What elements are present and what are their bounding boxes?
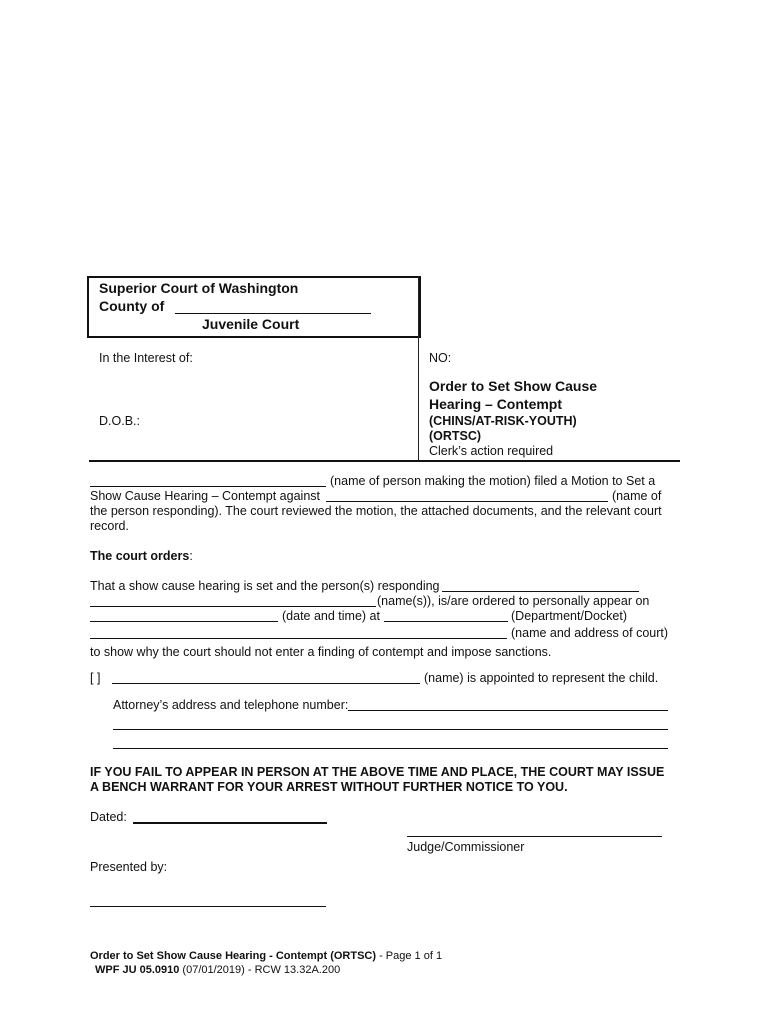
judge-label: Judge/Commissioner bbox=[407, 840, 525, 854]
attorney-address-field-1[interactable] bbox=[348, 710, 668, 711]
appear-order-text: (name(s)), is/are ordered to personally appear on bbox=[377, 594, 650, 608]
movant-description: (name of person making the motion) filed a Motion to Set a bbox=[330, 474, 656, 488]
orders-heading: The court orders: bbox=[90, 549, 193, 563]
court-name: Superior Court of Washington bbox=[99, 280, 299, 296]
presenter-signature-line[interactable] bbox=[90, 906, 326, 907]
respondent-description: (name of bbox=[612, 489, 662, 503]
attorney-appointed-label: (name) is appointed to represent the child. bbox=[424, 671, 659, 685]
document-subtitle-1: (CHINS/AT-RISK-YOUTH) bbox=[429, 414, 577, 428]
dated-label: Dated: bbox=[90, 810, 127, 824]
motion-review-text: the person responding). The court reviewed the motion, the attached documents, and the relevant court bbox=[90, 504, 662, 518]
case-no-label: NO: bbox=[429, 351, 452, 365]
movant-name-field[interactable] bbox=[90, 486, 326, 487]
caption-rule bbox=[89, 460, 680, 462]
document-subtitle-2: (ORTSC) bbox=[429, 429, 482, 443]
in-interest-label: In the Interest of: bbox=[99, 351, 193, 365]
department-label: (Department/Docket) bbox=[511, 609, 628, 623]
judge-signature-line[interactable] bbox=[407, 836, 662, 837]
hearing-date-time-field[interactable] bbox=[90, 621, 278, 622]
bench-warrant-warning-2: A BENCH WARRANT FOR YOUR ARREST WITHOUT FURTHER NOTICE TO YOU. bbox=[90, 780, 568, 794]
footer-title: Order to Set Show Cause Hearing - Contempt (ORTSC) - Page 1 of 1 bbox=[90, 950, 443, 962]
document-title-line1: Order to Set Show Cause bbox=[429, 378, 598, 394]
attorney-address-field-3[interactable] bbox=[113, 748, 668, 749]
clerk-note: Clerk’s action required bbox=[429, 444, 554, 458]
attorney-address-label: Attorney’s address and telephone number: bbox=[113, 698, 349, 712]
dated-field[interactable] bbox=[133, 822, 327, 824]
motion-against-label: Show Cause Hearing – Contempt against bbox=[90, 489, 320, 503]
dob-label: D.O.B.: bbox=[99, 414, 140, 428]
county-field[interactable] bbox=[175, 313, 371, 314]
motion-review-text-end: record. bbox=[90, 519, 129, 533]
footer-form-number: WPF JU 05.0910 (07/01/2019) - RCW 13.32A.200 bbox=[95, 964, 341, 976]
bench-warrant-warning-1: IF YOU FAIL TO APPEAR IN PERSON AT THE ABOVE TIME AND PLACE, THE COURT MAY ISSUE bbox=[90, 765, 665, 779]
county-label: County of bbox=[99, 298, 165, 314]
show-why-text: to show why the court should not enter a finding of contempt and impose sanctions. bbox=[90, 645, 552, 659]
court-division: Juvenile Court bbox=[202, 316, 300, 332]
caption-divider bbox=[418, 276, 419, 460]
respondent-name-field[interactable] bbox=[326, 501, 608, 502]
court-address-label: (name and address of court) bbox=[511, 626, 669, 640]
department-docket-field[interactable] bbox=[384, 621, 508, 622]
document-title-line2: Hearing – Contempt bbox=[429, 396, 563, 412]
attorney-address-field-2[interactable] bbox=[113, 729, 668, 730]
hearing-set-text: That a show cause hearing is set and the person(s) responding bbox=[90, 579, 440, 593]
court-address-field[interactable] bbox=[90, 638, 507, 639]
date-time-label: (date and time) at bbox=[282, 609, 380, 623]
attorney-appointed-checkbox[interactable]: [ ] bbox=[90, 671, 101, 685]
responding-persons-field[interactable] bbox=[442, 591, 639, 592]
attorney-name-field[interactable] bbox=[112, 683, 420, 684]
responding-persons-field-2[interactable] bbox=[90, 606, 376, 607]
presented-by-label: Presented by: bbox=[90, 860, 168, 874]
